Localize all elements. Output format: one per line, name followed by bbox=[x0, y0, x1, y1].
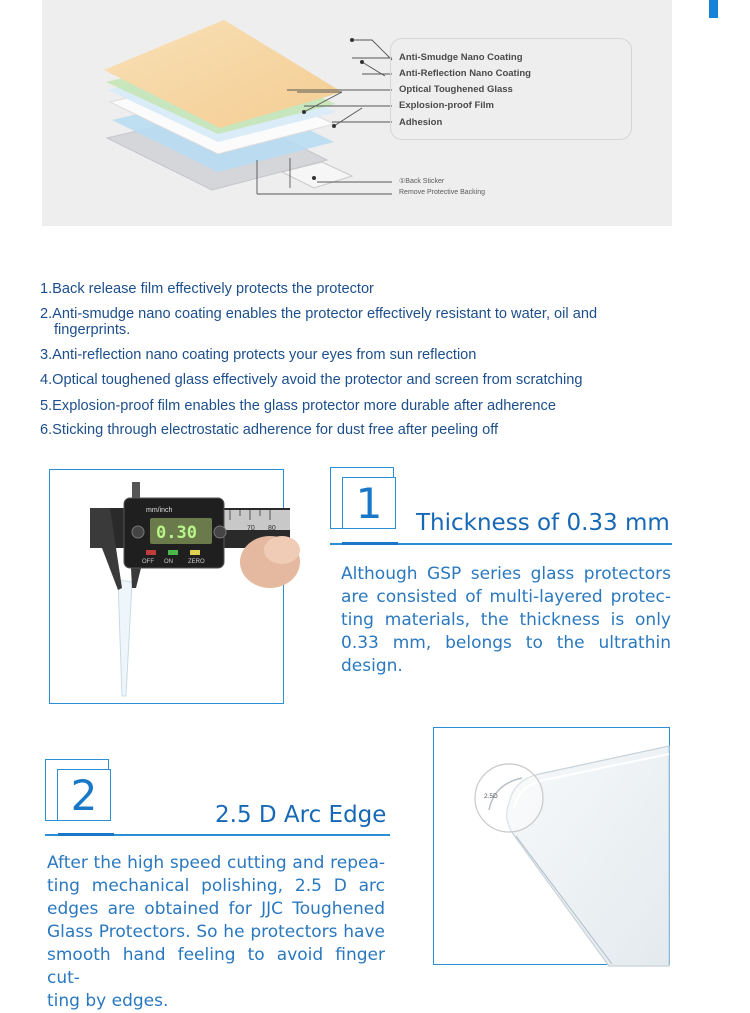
section-1-rule-accent bbox=[342, 542, 398, 545]
legend-toughened-glass: Optical Toughened Glass bbox=[399, 84, 513, 95]
off-label: OFF bbox=[142, 559, 154, 565]
on-label: ON bbox=[164, 559, 173, 565]
feature-item-6: 6.Sticking through electrostatic adherence for dust free after peeling off bbox=[40, 422, 499, 438]
arc-edge-badge-label: 2.5D bbox=[484, 793, 498, 800]
legend-anti-smudge: Anti-Smudge Nano Coating bbox=[399, 52, 523, 63]
scale-number-80: 80 bbox=[268, 525, 276, 532]
feature-item-3: 3.Anti-reflection nano coating protects your eyes from sun reflection bbox=[40, 347, 477, 363]
legend-back-sticker: ①Back Sticker bbox=[399, 178, 445, 185]
section-1-title: Thickness of 0.33 mm bbox=[416, 510, 670, 536]
top-accent-bar bbox=[709, 0, 718, 18]
section-2-description: After the high speed cutting and repea- ting mechanical polishing, 2.5 D arc edges are obtained for JJC Toughened Glass Protectors. So he protectors have smooth hand feeling to avoid finger cut- ting by edges. bbox=[47, 853, 385, 1011]
legend-adhesion: Adhesion bbox=[399, 117, 443, 128]
feature-item-5: 5.Explosion-proof film enables the glass protector more durable after adherence bbox=[40, 398, 556, 414]
scale-number-70: 70 bbox=[247, 525, 255, 532]
feature-item-2: 2.Anti-smudge nano coating enables the protector effectively resistant to water, oil and bbox=[40, 306, 598, 322]
caliper-illustration bbox=[50, 470, 285, 705]
section-2-title: 2.5 D Arc Edge bbox=[215, 802, 387, 828]
caliper-photo bbox=[49, 469, 284, 704]
section-1-description: Although GSP series glass protectors are consisted of multi-layered protec- ting materials, the thickness is only 0.33 mm, belongs to the ultrathin design. bbox=[341, 564, 671, 676]
zero-label: ZERO bbox=[188, 559, 205, 565]
arc-edge-photo bbox=[433, 727, 670, 965]
legend-remove-backing: Remove Protective Backing bbox=[399, 189, 485, 196]
section-1-number-badge bbox=[330, 467, 402, 539]
unit-label: mm/inch bbox=[146, 507, 173, 514]
section-1-number: 1 bbox=[342, 477, 396, 529]
section-2-number: 2 bbox=[57, 769, 111, 821]
feature-item-4: 4.Optical toughened glass effectively avoid the protector and screen from scratching bbox=[40, 372, 583, 388]
section-2-rule-accent bbox=[58, 833, 114, 836]
section-2-number-badge bbox=[45, 759, 117, 831]
arc-edge-illustration bbox=[434, 728, 671, 966]
layer-diagram bbox=[42, 0, 672, 226]
caliper-reading: 0.30 bbox=[156, 523, 197, 543]
legend-explosion-proof: Explosion-proof Film bbox=[399, 100, 494, 111]
legend-anti-reflection: Anti-Reflection Nano Coating bbox=[399, 68, 531, 79]
feature-item-2-cont: fingerprints. bbox=[54, 322, 131, 338]
feature-item-1: 1.Back release film effectively protects the protector bbox=[40, 281, 374, 297]
